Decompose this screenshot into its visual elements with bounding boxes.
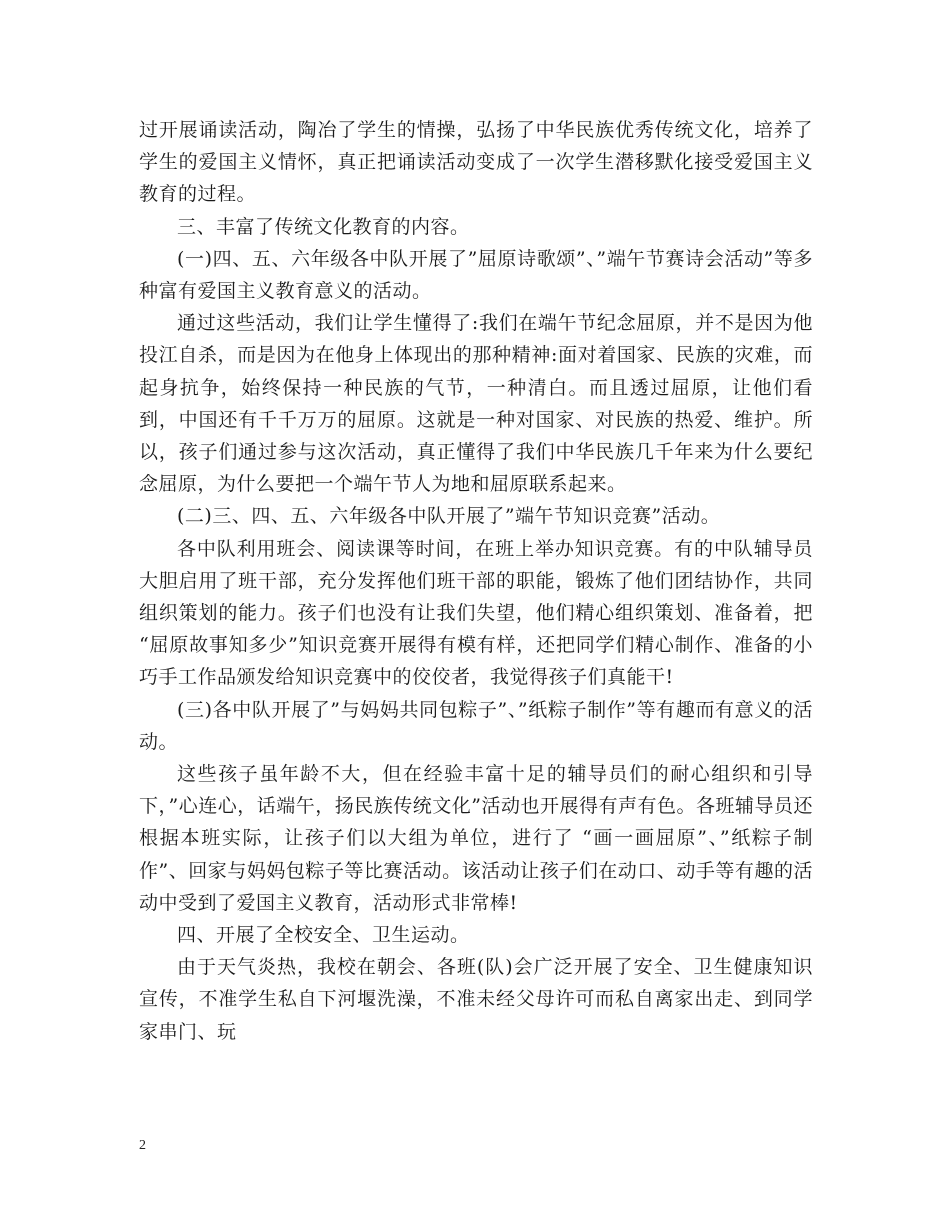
section-heading-4: 四、开展了全校安全、卫生运动。 [177,924,470,947]
subsection-3: (三)各中队开展了”与妈妈共同包粽子”、”纸粽子制作”等有趣而有意义的活动。 [139,698,813,753]
paragraph-qu-yuan-spirit: 通过这些活动，我们让学生懂得了:我们在端午节纪念屈原，并不是因为他投江自杀，而是因为在他身上体现出的那种精神:面对着国家、民族的灾难，而起身抗争，始终保持一种民族的气节，一种清白。而且透过屈原，让他们看到，中国还有千千万万的屈原。这就是一种对国家、对民族的热爱、维护。所以，孩子们通过参与这次活动，真正懂得了我们中华民族几千年来为什么要纪念屈原，为什么要把一个端午节人为地和屈原联系起来。 [139,312,813,496]
paragraph-continuation: 过开展诵读活动，陶冶了学生的情操，弘扬了中华民族优秀传统文化，培养了学生的爱国主义情怀，真正把诵读活动变成了一次学生潜移默化接受爱国主义教育的过程。 [139,119,813,206]
paragraph-knowledge-contest: 各中队利用班会、阅读课等时间，在班上举办知识竞赛。有的中队辅导员大胆启用了班干部，充分发挥他们班干部的职能，锻炼了他们团结协作，共同组织策划的能力。孩子们也没有让我们失望，他们精心组织策划、准备着，把 “屈原故事知多少”知识竞赛开展得有模有样，还把同学们精心制作、准备的小巧手工作品颁发给知识竞赛中的佼佼者，我觉得孩子们真能干! [139,537,813,689]
subsection-2: (二)三、四、五、六年级各中队开展了”端午节知识竞赛”活动。 [177,505,721,528]
document-body [139,114,813,1048]
paragraph-zongzi-activities: 这些孩子虽年龄不大，但在经验丰富十足的辅导员们的耐心组织和引导下，”心连心，话端午，扬民族传统文化”活动也开展得有声有色。各班辅导员还根据本班实际，让孩子们以大组为单位，进行了 “画一画屈原”、”纸粽子制作”、回家与妈妈包粽子等比赛活动。该活动让孩子们在动口、动手等有趣的活动中受到了爱国主义教育，活动形式非常棒! [139,763,813,914]
subsection-1: (一)四、五、六年级各中队开展了”屈原诗歌颂”、”端午节赛诗会活动”等多种富有爱国主义教育意义的活动。 [139,247,813,303]
section-heading-3: 三、丰富了传统文化教育的内容。 [177,215,470,238]
paragraph-safety: 由于天气炎热，我校在朝会、各班(队)会广泛开展了安全、卫生健康知识宣传，不准学生私自下河堰洗澡，不准未经父母许可而私自离家出走、到同学家串门、玩 [139,956,813,1043]
page-number: 2 [139,1138,146,1153]
